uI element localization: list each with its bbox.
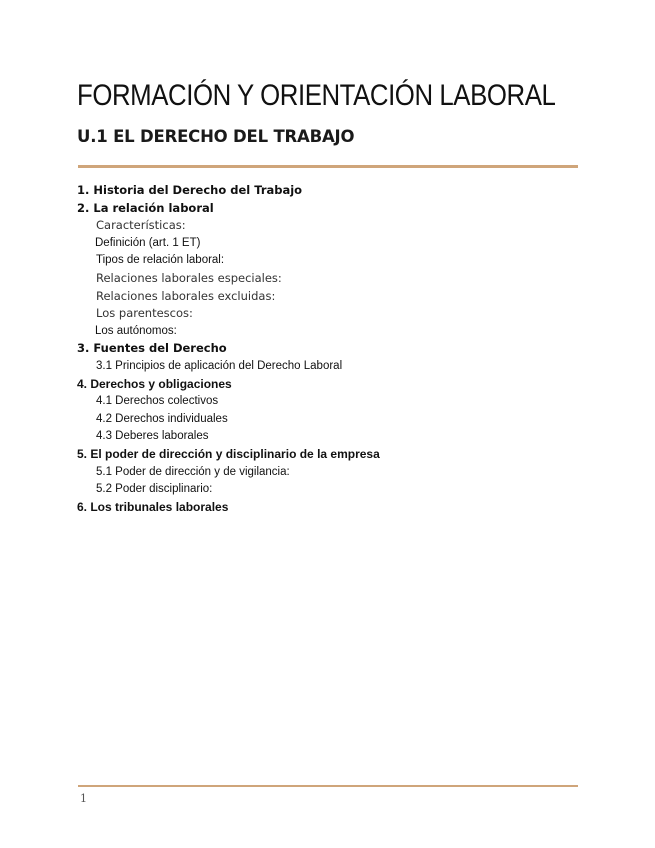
toc-subitem-relaciones-excluidas[interactable]: Relaciones laborales excluidas: [96, 288, 276, 303]
document-title: FORMACIÓN Y ORIENTACIÓN LABORAL [77, 79, 556, 112]
toc-item-historia[interactable]: 1. Historia del Derecho del Trabajo [77, 183, 303, 197]
unit-subtitle: U.1 EL DERECHO DEL TRABAJO [77, 127, 355, 146]
toc-subitem-principios[interactable]: 3.1 Principios de aplicación del Derecho Laboral [96, 359, 343, 372]
toc-subitem-derechos-individuales[interactable]: 4.2 Derechos individuales [96, 412, 228, 425]
toc-item-relacion-laboral[interactable]: 2. La relación laboral [77, 200, 214, 215]
toc-subitem-parentescos[interactable]: Los parentescos: [96, 306, 193, 321]
toc-subitem-tipos-relacion[interactable]: Tipos de relación laboral: [96, 254, 225, 267]
table-of-contents [77, 182, 380, 516]
toc-item-tribunales[interactable]: 6. Los tribunales laborales [77, 499, 229, 514]
toc-subitem-relaciones-especiales[interactable]: Relaciones laborales especiales: [96, 270, 282, 285]
toc-subitem-derechos-colectivos[interactable]: 4.1 Derechos colectivos [96, 395, 219, 408]
toc-subitem-deberes[interactable]: 4.3 Deberes laborales [96, 430, 209, 443]
toc-item-fuentes[interactable]: 3. Fuentes del Derecho [77, 341, 227, 356]
page-number: 1 [80, 792, 87, 805]
header-divider [78, 165, 578, 168]
toc-subitem-poder-vigilancia[interactable]: 5.1 Poder de dirección y de vigilancia: [96, 465, 290, 478]
toc-subitem-definicion[interactable]: Definición (art. 1 ET) [95, 236, 201, 249]
toc-subitem-caracteristicas[interactable]: Características: [96, 218, 186, 233]
toc-item-derechos-obligaciones[interactable]: 4. Derechos y obligaciones [77, 376, 232, 391]
footer-divider [78, 785, 578, 787]
toc-subitem-poder-disciplinario[interactable]: 5.2 Poder disciplinario: [96, 483, 213, 496]
toc-subitem-autonomos[interactable]: Los autónomos: [95, 324, 177, 337]
toc-item-poder-direccion[interactable]: 5. El poder de dirección y disciplinario de la empresa [77, 446, 380, 461]
